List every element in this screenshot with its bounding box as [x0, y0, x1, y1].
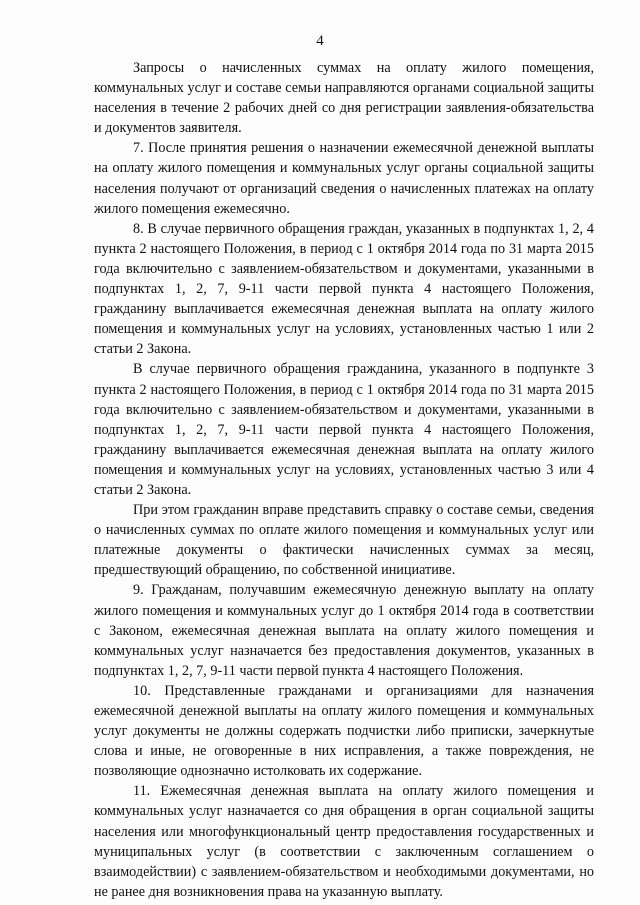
paragraph-item-10: 10. Представленные гражданами и организациями для назначения ежемесячной денежной выплаты на оплату жилого помещения и коммунальных услуг документы не должны содержать подчистки либо приписки, зачеркнутые слова и иные, не оговоренные в них исправления, а также повреждения, не позволяющие однозначно истолковать их содержание. — [94, 682, 594, 780]
paragraph-item-9: 9. Гражданам, получавшим ежемесячную денежную выплату на оплату жилого помещения и коммунальных услуг до 1 октября 2014 года в соответствии с Законом, ежемесячная денежная выплата на оплату жилого помещения и коммунальных услуг назначается без предоставления документов, указанных в подпунктах 1, 2, 7, 9-11 части первой пункта 4 настоящего Положения. — [94, 582, 594, 679]
document-body — [94, 58, 594, 902]
paragraph-requests: Запросы о начисленных суммах на оплату жилого помещения, коммунальных услуг и составе семьи направляются органами социальной защиты населения в течение 2 рабочих дней со дня регистрации заявления-обязательства и документов заявителя. — [94, 60, 594, 137]
paragraph-item-7: 7. После принятия решения о назначении ежемесячной денежной выплаты на оплату жилого помещения и коммунальных услуг органы социальной защиты населения получают от организаций сведения о начисленных платежах на оплату жилого помещения ежемесячно. — [94, 140, 594, 217]
paragraph-item-8-subpoint-3: В случае первичного обращения гражданина, указанного в подпункте 3 пункта 2 настоящего Положения, в период с 1 октября 2014 года по 31 марта 2015 года включительно с заявлением-обязательством и документами, указанными в подпунктах 1, 2, 7, 9-11 части первой пункта 4 настоящего Положения, гражданину выплачивается ежемесячная денежная выплата на оплату жилого помещения и коммунальных услуг на условиях, установленных частью 3 или 4 статьи 2 Закона. — [94, 361, 594, 498]
page-number: 4 — [316, 33, 324, 49]
paragraph-item-11: 11. Ежемесячная денежная выплата на оплату жилого помещения и коммунальных услуг назначается со дня обращения в орган социальной защиты населения или многофункциональный центр предоставления государственных и муниципальных услуг (в соответствии с заключенным соглашением о взаимодействии) с заявлением-обязательством и необходимыми документами, но не ранее дня возникновения права на указанную выплату. — [94, 783, 594, 900]
paragraph-optional-documents: При этом гражданин вправе представить справку о составе семьи, сведения о начисленных суммах по оплате жилого помещения и коммунальных услуг или платежные документы о фактически начисленных суммах за месяц, предшествующий обращению, по собственной инициативе. — [94, 502, 594, 579]
paragraph-item-8: 8. В случае первичного обращения граждан, указанных в подпунктах 1, 2, 4 пункта 2 настоящего Положения, в период с 1 октября 2014 года по 31 марта 2015 года включительно с заявлением-обязательством и документами, указанными в подпунктах 1, 2, 7, 9-11 части первой пункта 4 настоящего Положения, гражданину выплачивается ежемесячная денежная выплата на оплату жилого помещения и коммунальных услуг на условиях, установленных частью 1 или 2 статьи 2 Закона. — [94, 220, 594, 358]
